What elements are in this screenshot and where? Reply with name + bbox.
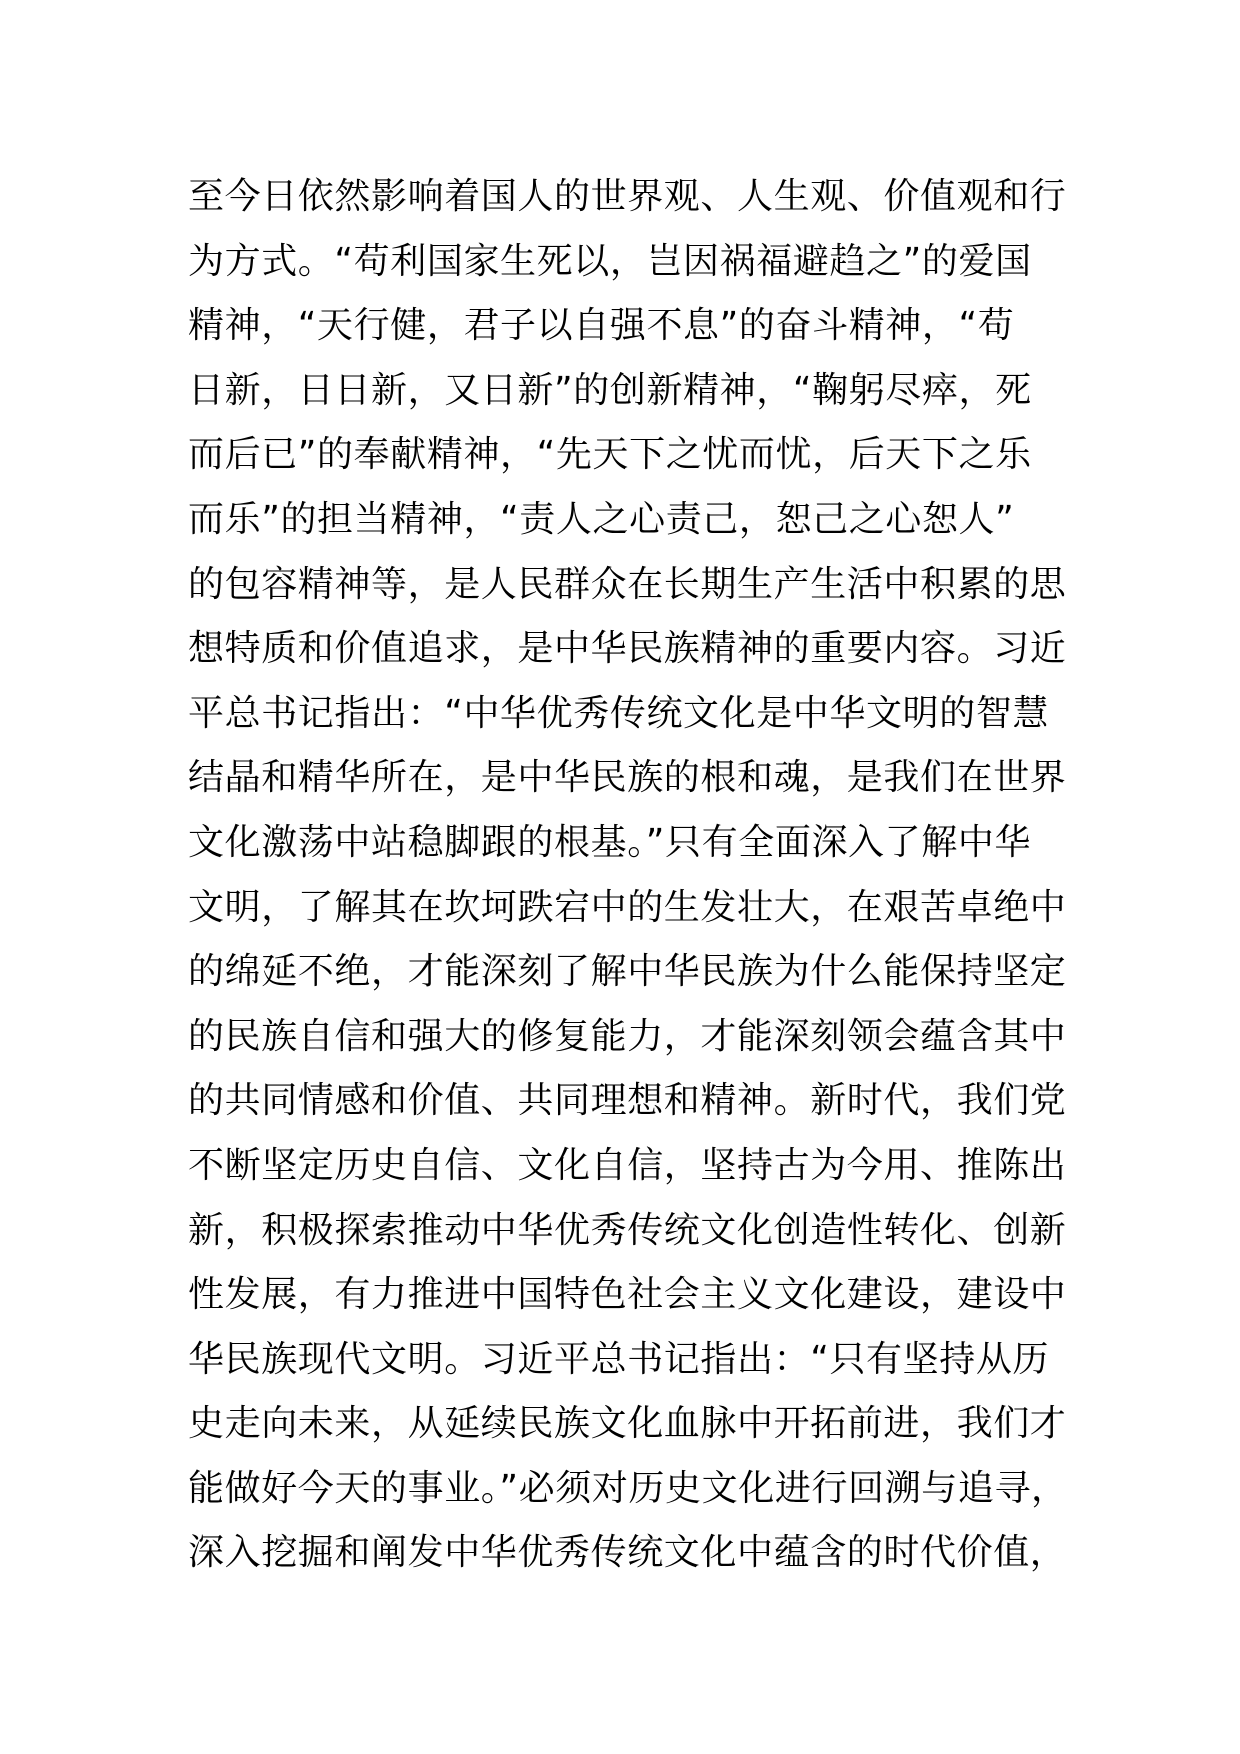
body-text — [188, 165, 1088, 1586]
text-line: 而乐”的担当精神，“责人之心责己，恕己之心恕人” — [188, 498, 1015, 540]
text-line: 的包容精神等，是人民群众在长期生产生活中积累的思 — [188, 563, 1067, 605]
text-line: 史走向未来，从延续民族文化血脉中开拓前进，我们才 — [188, 1403, 1067, 1445]
text-line: 性发展，有力推进中国特色社会主义文化建设，建设中 — [188, 1274, 1067, 1316]
text-line: 能做好今天的事业。”必须对历史文化进行回溯与追寻， — [188, 1467, 1068, 1509]
text-line: 想特质和价值追求，是中华民族精神的重要内容。习近 — [188, 628, 1067, 670]
text-line: 结晶和精华所在，是中华民族的根和魂，是我们在世界 — [188, 757, 1067, 799]
text-line: 华民族现代文明。习近平总书记指出：“只有坚持从历 — [188, 1338, 1050, 1380]
text-line: 为方式。“苟利国家生死以，岂因祸福避趋之”的爱国 — [188, 240, 1032, 282]
text-line: 文明，了解其在坎坷跌宕中的生发壮大，在艰苦卓绝中 — [188, 886, 1067, 928]
text-line: 不断坚定历史自信、文化自信，坚持古为今用、推陈出 — [188, 1144, 1067, 1186]
text-line: 的绵延不绝，才能深刻了解中华民族为什么能保持坚定 — [188, 951, 1067, 993]
text-line: 新，积极探索推动中华优秀传统文化创造性转化、创新 — [188, 1209, 1067, 1251]
text-line: 文化激荡中站稳脚跟的根基。”只有全面深入了解中华 — [188, 821, 1032, 863]
text-line: 的共同情感和价值、共同理想和精神。新时代，我们党 — [188, 1080, 1067, 1122]
text-line: 至今日依然影响着国人的世界观、人生观、价值观和行 — [188, 176, 1067, 217]
text-line: 的民族自信和强大的修复能力，才能深刻领会蕴含其中 — [188, 1015, 1067, 1057]
text-line: 精神，“天行健，君子以自强不息”的奋斗精神，“苟 — [188, 305, 1015, 347]
text-line: 平总书记指出：“中华优秀传统文化是中华文明的智慧 — [188, 692, 1050, 734]
text-line: 深入挖掘和阐发中华优秀传统文化中蕴含的时代价值， — [188, 1532, 1067, 1574]
text-line: 日新，日日新，又日新”的创新精神，“鞠躬尽瘁，死 — [188, 369, 1032, 411]
text-line: 而后已”的奉献精神，“先天下之忧而忧，后天下之乐 — [188, 434, 1032, 476]
